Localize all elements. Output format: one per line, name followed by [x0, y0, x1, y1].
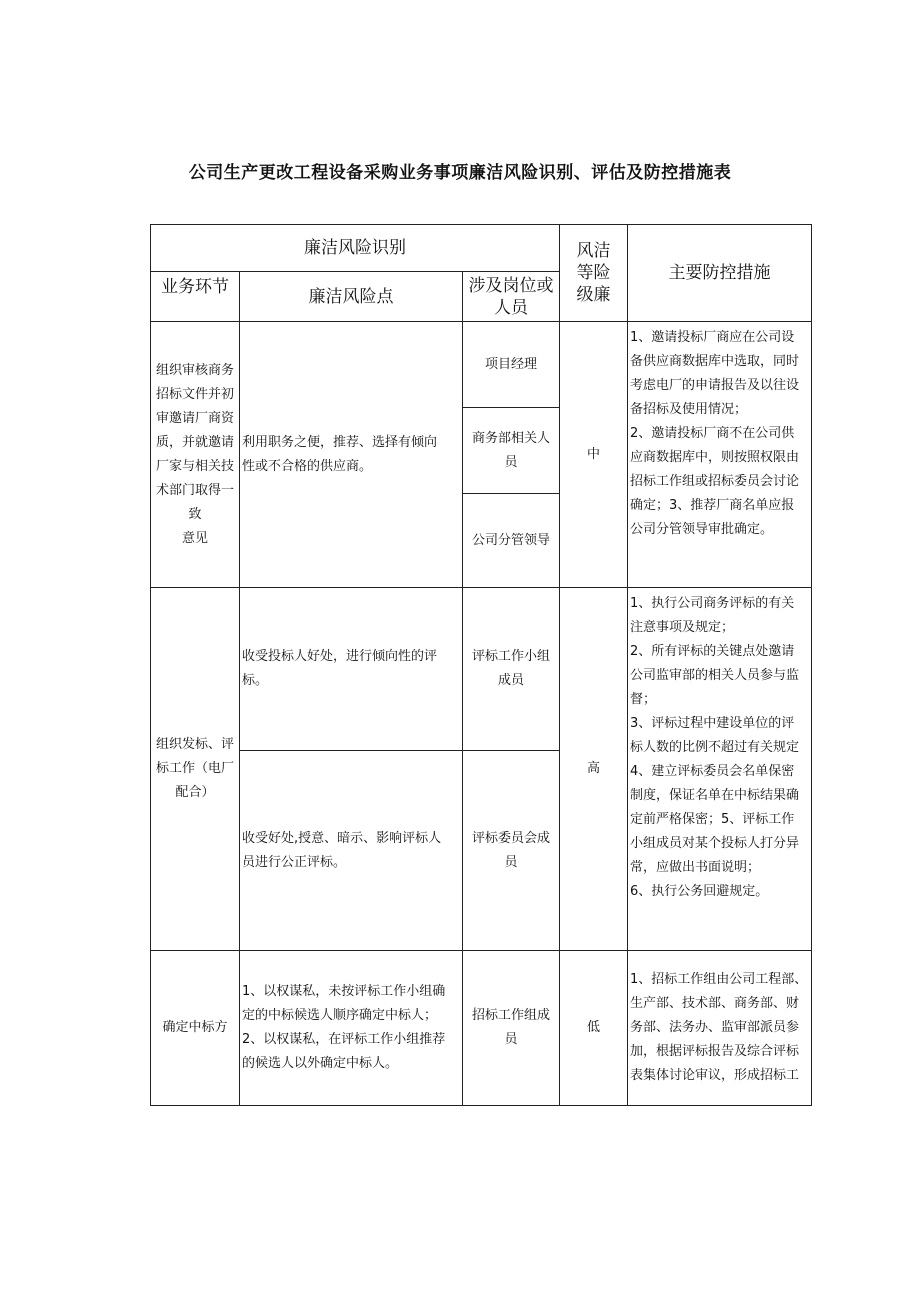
measure-line: 生产部、技术部、商务部、财 — [630, 996, 800, 1011]
measure-line: 表集体讨论审议，形成招标工 — [630, 1068, 800, 1083]
measure-line: 公司分管领导审批确定。 — [630, 522, 774, 537]
document-title: 公司生产更改工程设备采购业务事项廉洁风险识别、评估及防控措施表 — [188, 163, 732, 183]
measure-line: 6、执行公务回避规定。 — [630, 884, 769, 899]
post-cell: 公司分管领导 — [463, 494, 560, 588]
measures-cell — [628, 322, 812, 588]
header-identification: 廉洁风险识别 — [151, 225, 560, 272]
measure-line: 1、邀请投标厂商应在公司设 — [630, 330, 795, 345]
measure-line: 定前严格保密；5、评标工作 — [630, 812, 795, 827]
measure-line: 招标工作组或招标委员会讨论 — [630, 474, 800, 489]
measure-line: 确定；3、推荐厂商名单应报 — [630, 498, 795, 513]
measure-line: 考虑电厂的申请报告及以往设 — [630, 378, 800, 393]
measure-line: 2、邀请投标厂商不在公司供 — [630, 426, 795, 441]
measure-line: 注意事项及规定； — [630, 620, 735, 635]
stage-cell: 组织发标、评 标工作（电厂 配合） — [151, 588, 240, 951]
measure-line: 公司监审部的相关人员参与监 — [630, 668, 800, 683]
measures-cell — [628, 588, 812, 951]
measure-line: 督； — [630, 692, 657, 707]
header-measures: 主要防控措施 — [628, 225, 812, 322]
measure-line: 4、建立评标委员会名单保密 — [630, 764, 795, 779]
post-cell: 招标工作组成 员 — [463, 951, 560, 1106]
measure-line: 加，根据评标报告及综合评标 — [630, 1044, 800, 1059]
measure-line: 1、执行公司商务评标的有关 — [630, 596, 795, 611]
stage-cell: 确定中标方 — [151, 951, 240, 1106]
measure-line: 务部、法务办、监审部派员参 — [630, 1020, 800, 1035]
post-cell: 商务部相关人 员 — [463, 408, 560, 494]
measure-line: 小组成员对某个投标人打分异 — [630, 836, 800, 851]
measure-line: 备招标及使用情况； — [630, 402, 748, 417]
header-stage: 业务环节 — [151, 272, 240, 322]
measure-line: 2、所有评标的关键点处邀请 — [630, 644, 795, 659]
measure-line: 备供应商数据库中选取，同时 — [630, 354, 800, 369]
measure-line: 制度，保证名单在中标结果确 — [630, 788, 800, 803]
risk-cell: 利用职务之便，推荐、选择有倾向 性或不合格的供应商。 — [240, 322, 463, 588]
level-cell: 中 — [560, 322, 628, 588]
measure-line: 常，应做出书面说明； — [630, 860, 761, 875]
measure-line: 应商数据库中，则按照权限由 — [630, 450, 800, 465]
risk-cell: 收受好处,授意、暗示、影响评标人 员进行公正评标。 — [240, 751, 463, 951]
risk-cell: 1、以权谋私，未按评标工作小组确 定的中标候选人顺序确定中标人； 2、以权谋私，在评标工作小组推荐 的候选人以外确定中标人。 — [240, 951, 463, 1106]
risk-table — [150, 224, 812, 1106]
header-risk-point: 廉洁风险点 — [240, 272, 463, 322]
risk-cell: 收受投标人好处，进行倾向性的评 标。 — [240, 588, 463, 751]
header-post: 涉及岗位或 人员 — [463, 272, 560, 322]
post-cell: 评标工作小组 成员 — [463, 588, 560, 751]
header-level: 风洁 等险 级廉 — [560, 225, 628, 322]
level-cell: 低 — [560, 951, 628, 1106]
measures-cell — [628, 951, 812, 1106]
measure-line: 1、招标工作组由公司工程部、 — [630, 972, 808, 987]
measure-line: 标人数的比例不超过有关规定 — [630, 740, 800, 755]
stage-cell: 组织审核商务 招标文件并初 审邀请厂商资 质，并就邀请 厂家与相关技 术部门取得一 致 意见 — [151, 322, 240, 588]
measure-line: 3、评标过程中建设单位的评 — [630, 716, 795, 731]
post-cell: 项目经理 — [463, 322, 560, 408]
level-cell: 高 — [560, 588, 628, 951]
post-cell: 评标委员会成 员 — [463, 751, 560, 951]
